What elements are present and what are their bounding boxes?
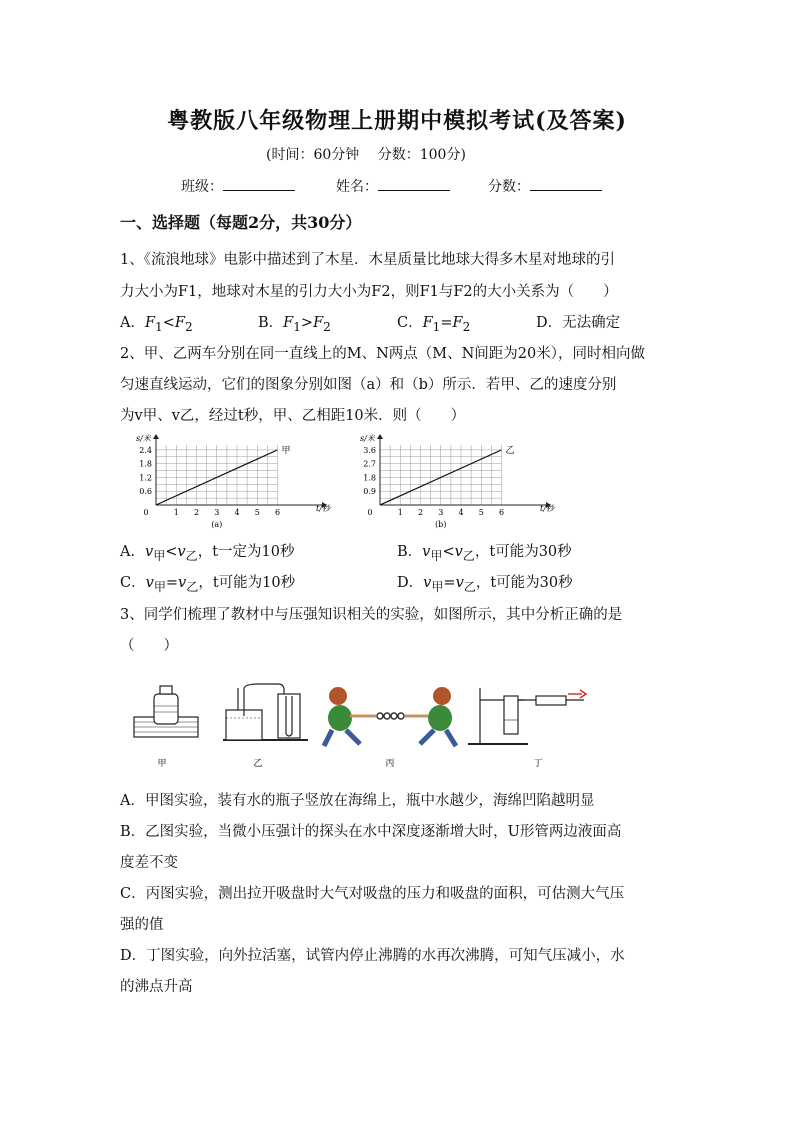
tug-of-war-figure — [324, 687, 456, 746]
name-label: 姓名： — [336, 179, 378, 195]
q1-option-c: C．$F_1=F_2$ — [397, 315, 471, 334]
name-blank — [378, 176, 450, 191]
y-tick-label: 2.4 — [139, 445, 152, 455]
q2-option-b: B．$v_甲<v_乙$，t可能为30秒 — [397, 544, 572, 563]
q3-option-a: A．甲图实验，装有水的瓶子竖放在海绵上，瓶中水越少，海绵凹陷越明显 — [120, 793, 595, 809]
y-tick-label: 0.6 — [139, 487, 152, 497]
chart-a — [136, 434, 332, 529]
q2-line3: 为v甲、v乙，经过t秒，甲、乙相距10米．则（ ） — [120, 408, 466, 424]
q2-option-d: D．$v_甲=v_乙$，t可能为30秒 — [397, 575, 573, 594]
pressure-gauge-figure — [223, 684, 308, 740]
x-tick-label: 2 — [417, 508, 424, 517]
chart-caption: (a) — [211, 520, 223, 529]
score-label: 分数： — [488, 179, 530, 195]
exam-subtitle: (时间：60分钟 分数：100分) — [266, 147, 466, 163]
name-field — [336, 176, 450, 196]
caption-bing: 丙 — [385, 759, 395, 769]
x-tick-label: 6 — [498, 508, 505, 517]
q2-figures — [118, 433, 554, 533]
x-tick-label: 2 — [193, 508, 200, 517]
q2-line2: 匀速直线运动，它们的图象分别如图（a）和（b）所示．若甲、乙的速度分别 — [120, 377, 617, 393]
q2-option-c: C．$v_甲=v_乙$，t可能为10秒 — [120, 575, 296, 594]
x-tick-label: 0 — [367, 508, 373, 517]
section-heading: 一、选择题（每题2分，共30分） — [120, 213, 362, 232]
score-blank — [530, 176, 602, 191]
y-tick-label: 1.8 — [139, 459, 152, 469]
class-blank — [223, 176, 295, 191]
caption-jia: 甲 — [157, 759, 167, 769]
y-tick-label: 1.2 — [139, 473, 152, 483]
y-tick-label: 1.8 — [363, 473, 376, 483]
y-axis-label: s/米 — [360, 434, 375, 443]
x-tick-label: 4 — [234, 508, 240, 517]
series-label: 乙 — [505, 445, 515, 456]
syringe-test-tube-figure — [468, 688, 586, 744]
q3-option-c: C．丙图实验，测出拉开吸盘时大气对吸盘的压力和吸盘的面积，可估测大气压 — [120, 886, 625, 902]
q3-line1: 3、同学们梳理了教材中与压强知识相关的实验，如图所示，其中分析正确的是 — [120, 607, 623, 623]
chart-b — [360, 434, 556, 529]
x-tick-label: 3 — [438, 508, 444, 517]
x-tick-label: 1 — [173, 508, 179, 517]
y-axis-label: s/米 — [136, 434, 151, 443]
page-title: 粤教版八年级物理上册期中模拟考试(及答案) — [167, 108, 627, 134]
q2-line1: 2、甲、乙两车分别在同一直线上的M、N两点（M、N间距为20米），同时相向做 — [120, 346, 645, 362]
x-tick-label: 5 — [478, 508, 484, 517]
q1-option-b: B．$F_1>F_2$ — [258, 315, 331, 334]
q1-option-a: A．$F_1<F_2$ — [120, 315, 193, 334]
x-tick-label: 1 — [397, 508, 403, 517]
class-label: 班级： — [181, 179, 223, 195]
series-label: 甲 — [281, 445, 291, 456]
class-field — [181, 176, 295, 196]
q3-option-b-cont: 度差不变 — [120, 855, 178, 871]
q3-option-c-cont: 强的值 — [120, 917, 164, 933]
bottle-on-sponge-figure — [134, 686, 198, 737]
x-tick-label: 6 — [274, 508, 281, 517]
y-axis-arrow — [153, 434, 159, 439]
q3-line2: （ ） — [120, 638, 178, 654]
q3-option-d: D．丁图实验，向外拉活塞，试管内停止沸腾的水再次沸腾，可知气压减小，水 — [120, 948, 625, 964]
q3-option-b: B．乙图实验，当微小压强计的探头在水中深度逐渐增大时，U形管两边液面高 — [120, 824, 622, 840]
q1-option-d: D．无法确定 — [536, 315, 621, 331]
q3-option-d-cont: 的沸点升高 — [120, 979, 193, 995]
y-tick-label: 3.6 — [363, 445, 376, 455]
score-field — [488, 176, 602, 196]
q3-figures — [128, 680, 598, 776]
chart-caption: (b) — [435, 520, 447, 529]
y-tick-label: 0.9 — [363, 487, 376, 497]
x-axis-label: t/秒 — [316, 504, 330, 513]
x-tick-label: 3 — [214, 508, 220, 517]
q2-option-a: A．$v_甲<v_乙$，t一定为10秒 — [120, 544, 295, 563]
x-tick-label: 0 — [143, 508, 149, 517]
caption-yi: 乙 — [253, 759, 263, 769]
x-tick-label: 5 — [254, 508, 260, 517]
caption-ding: 丁 — [533, 759, 543, 769]
x-axis-label: t/秒 — [540, 504, 554, 513]
y-axis-arrow — [377, 434, 383, 439]
y-tick-label: 2.7 — [363, 459, 376, 469]
q1-line2: 力大小为F1，地球对木星的引力大小为F2，则F1与F2的大小关系为（ ） — [120, 284, 618, 300]
q1-line1: 1、《流浪地球》电影中描述到了木星．木星质量比地球大得多木星对地球的引 — [120, 252, 615, 268]
x-tick-label: 4 — [458, 508, 464, 517]
